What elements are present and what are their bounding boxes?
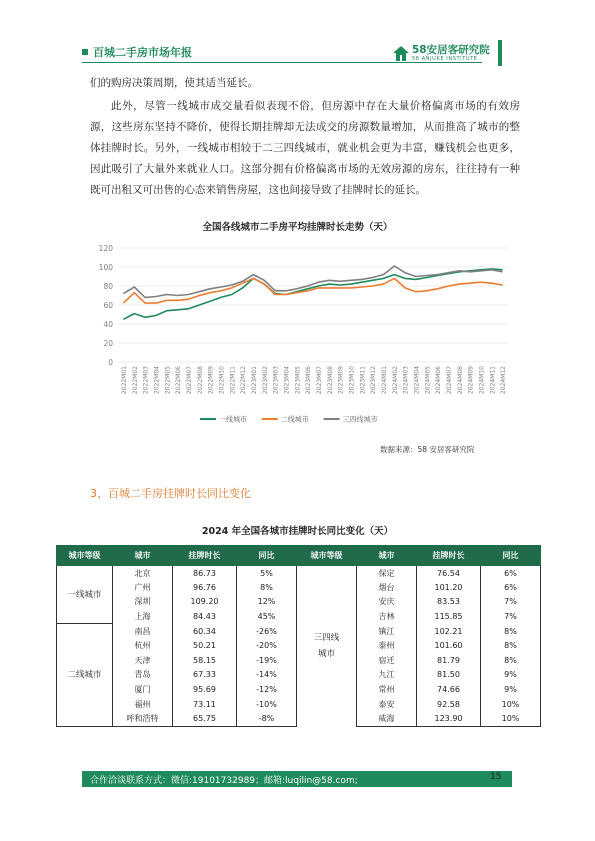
- city-cell: 吉林: [357, 609, 417, 624]
- table-header-cell: 挂牌时长: [173, 546, 237, 566]
- city-cell: 呼和浩特: [113, 711, 173, 726]
- duration-cell: 101.20: [417, 580, 481, 595]
- table-header-row: [57, 546, 541, 566]
- yoy-cell: 6%: [481, 566, 541, 581]
- duration-cell: 60.34: [173, 624, 237, 639]
- city-cell: 南昌: [113, 624, 173, 639]
- city-cell: 杭州: [113, 638, 173, 653]
- legend-label: 三四线城市: [342, 415, 378, 424]
- x-tick-label: 2022M03: [142, 366, 150, 395]
- table-header-cell: 城市等级: [57, 546, 113, 566]
- x-tick-label: 2022M06: [175, 366, 183, 395]
- x-tick-label: 2024M02: [391, 366, 399, 395]
- x-tick-label: 2022M01: [120, 366, 128, 395]
- city-cell: 泰安: [357, 697, 417, 712]
- x-tick-label: 2024M12: [500, 366, 508, 395]
- x-tick-label: 2024M05: [424, 366, 432, 395]
- page-number: 15: [490, 772, 502, 782]
- city-cell: 安庆: [357, 595, 417, 610]
- section-title: 3、百城二手房挂牌时长同比变化: [90, 487, 251, 500]
- y-tick-label: 80: [103, 282, 113, 291]
- line-chart: [90, 238, 510, 433]
- table-header-cell: 同比: [481, 546, 541, 566]
- x-tick-label: 2022M09: [207, 366, 215, 395]
- city-cell: 保定: [357, 566, 417, 581]
- yoy-cell: -19%: [237, 653, 297, 668]
- logo: [392, 41, 496, 67]
- logo-mark-icon: [392, 45, 410, 63]
- yoy-cell: 8%: [237, 580, 297, 595]
- yoy-cell: 12%: [237, 595, 297, 610]
- x-tick-label: 2023M07: [315, 366, 323, 395]
- y-tick-label: 0: [108, 358, 113, 367]
- x-tick-label: 2024M10: [478, 366, 486, 395]
- city-cell: 厦门: [113, 682, 173, 697]
- city-cell: 常州: [357, 682, 417, 697]
- yoy-cell: 7%: [481, 609, 541, 624]
- yoy-cell: -10%: [237, 697, 297, 712]
- yoy-cell: 7%: [481, 595, 541, 610]
- x-tick-label: 2023M09: [337, 366, 345, 395]
- x-tick-label: 2024M08: [456, 366, 464, 395]
- yoy-cell: 6%: [481, 580, 541, 595]
- city-cell: 烟台: [357, 580, 417, 595]
- duration-cell: 58.15: [173, 653, 237, 668]
- y-tick-label: 20: [103, 339, 113, 348]
- x-tick-label: 2024M09: [467, 366, 475, 395]
- duration-cell: 96.76: [173, 580, 237, 595]
- duration-cell: 115.85: [417, 609, 481, 624]
- page-header: [0, 0, 595, 70]
- footer-contact: 合作洽谈联系方式：微信:19101732989；邮箱:luqilin@58.com;: [90, 776, 358, 786]
- x-tick-label: 2023M12: [370, 366, 378, 395]
- duration-cell: 84.43: [173, 609, 237, 624]
- yoy-cell: 5%: [237, 566, 297, 581]
- city-cell: 天津: [113, 653, 173, 668]
- y-tick-label: 40: [103, 320, 113, 329]
- header-square-icon: [82, 49, 88, 55]
- duration-cell: 74.66: [417, 682, 481, 697]
- city-tier-cell: 一线城市: [57, 566, 113, 624]
- city-tier-cell: 二线城市: [57, 624, 113, 726]
- legend-label: 二线城市: [280, 415, 309, 424]
- logo-text: 58安居客研究院: [412, 44, 490, 56]
- yoy-cell: -12%: [237, 682, 297, 697]
- x-tick-label: 2023M02: [261, 366, 269, 395]
- yoy-cell: 10%: [481, 697, 541, 712]
- duration-cell: 92.58: [417, 697, 481, 712]
- city-cell: 青岛: [113, 668, 173, 683]
- duration-cell: 102.21: [417, 624, 481, 639]
- x-tick-label: 2023M08: [326, 366, 334, 395]
- x-tick-label: 2024M03: [402, 366, 410, 395]
- series-line: [123, 269, 502, 319]
- series-line: [123, 278, 502, 303]
- x-tick-label: 2022M11: [229, 366, 237, 395]
- city-cell: 广州: [113, 580, 173, 595]
- x-tick-label: 2023M04: [283, 366, 291, 395]
- duration-cell: 109.20: [173, 595, 237, 610]
- table-header-cell: 城市: [113, 546, 173, 566]
- city-cell: 深圳: [113, 595, 173, 610]
- duration-cell: 95.69: [173, 682, 237, 697]
- duration-cell: 86.73: [173, 566, 237, 581]
- city-tier-cell: 三四线城市: [297, 566, 357, 727]
- x-tick-label: 2022M02: [131, 366, 139, 395]
- x-tick-label: 2022M05: [164, 366, 172, 395]
- yoy-cell: -14%: [237, 668, 297, 683]
- y-tick-label: 60: [103, 301, 113, 310]
- paragraph-1: 们的购房决策周期，使其适当延长。: [90, 77, 258, 89]
- x-tick-label: 2024M01: [380, 366, 388, 395]
- duration-cell: 81.79: [417, 653, 481, 668]
- table-header-cell: 城市等级: [297, 546, 357, 566]
- duration-cell: 76.54: [417, 566, 481, 581]
- yoy-cell: 45%: [237, 609, 297, 624]
- yoy-cell: 10%: [481, 711, 541, 726]
- x-tick-label: 2023M11: [359, 366, 367, 395]
- city-cell: 福州: [113, 697, 173, 712]
- city-cell: 威海: [357, 711, 417, 726]
- x-tick-label: 2024M07: [445, 366, 453, 395]
- listing-duration-table: [56, 545, 541, 727]
- x-tick-label: 2024M06: [435, 366, 443, 395]
- city-cell: 上海: [113, 609, 173, 624]
- paragraph-2: 此外，尽管一线城市成交量看似表现不俗，但房源中存在大量价格偏离市场的有效房源，这些房东坚持不降价，使得长期挂牌却无法成交的房源数量增加，从而推高了城市的整体挂牌时长。另外，一线城市相较于二三四线城市，就业机会更为丰富，赚钱机会也更多，因此吸引了大量外来就业人口。这部分拥有价格偏离市场的无效房源的房东，往往持有一种既可出租又可出售的心态来销售房屋，这也间接导致了挂牌时长的延长。: [90, 100, 520, 196]
- duration-cell: 101.60: [417, 638, 481, 653]
- yoy-cell: 8%: [481, 624, 541, 639]
- yoy-cell: 8%: [481, 638, 541, 653]
- duration-cell: 65.75: [173, 711, 237, 726]
- yoy-cell: -8%: [237, 711, 297, 726]
- header-accent-bar: [498, 40, 502, 66]
- y-tick-label: 120: [98, 244, 113, 253]
- data-source: 数据来源：58 安居客研究院: [380, 445, 475, 454]
- legend-label: 一线城市: [219, 415, 247, 424]
- table-header-cell: 同比: [237, 546, 297, 566]
- yoy-cell: -20%: [237, 638, 297, 653]
- x-tick-label: 2022M10: [218, 366, 226, 395]
- logo-subtext: 58 ANJUKE INSTITUTE: [412, 56, 478, 62]
- duration-cell: 73.11: [173, 697, 237, 712]
- y-tick-label: 100: [98, 263, 113, 272]
- x-tick-label: 2023M01: [250, 366, 258, 395]
- city-cell: 宿迁: [357, 653, 417, 668]
- duration-cell: 50.21: [173, 638, 237, 653]
- chart-title: 全国各线城市二手房平均挂牌时长走势（天）: [202, 222, 393, 233]
- x-tick-label: 2024M04: [413, 366, 421, 395]
- city-cell: 九江: [357, 668, 417, 683]
- duration-cell: 123.90: [417, 711, 481, 726]
- duration-cell: 83.53: [417, 595, 481, 610]
- yoy-cell: -26%: [237, 624, 297, 639]
- x-tick-label: 2023M10: [348, 366, 356, 395]
- x-tick-label: 2022M12: [240, 366, 248, 395]
- x-tick-label: 2022M08: [196, 366, 204, 395]
- city-cell: 泰州: [357, 638, 417, 653]
- table-header-cell: 挂牌时长: [417, 546, 481, 566]
- duration-cell: 67.33: [173, 668, 237, 683]
- x-tick-label: 2022M07: [185, 366, 193, 395]
- x-tick-label: 2023M05: [294, 366, 302, 395]
- duration-cell: 81.50: [417, 668, 481, 683]
- table-header-cell: 城市: [357, 546, 417, 566]
- series-line: [123, 266, 502, 297]
- table-row: [57, 566, 541, 581]
- x-tick-label: 2023M03: [272, 366, 280, 395]
- city-cell: 北京: [113, 566, 173, 581]
- yoy-cell: 9%: [481, 682, 541, 697]
- yoy-cell: 9%: [481, 668, 541, 683]
- yoy-cell: 8%: [481, 653, 541, 668]
- x-tick-label: 2024M11: [489, 366, 497, 395]
- header-title: 百城二手房市场年报: [82, 44, 192, 60]
- footer-bar: [82, 771, 512, 787]
- x-tick-label: 2023M06: [305, 366, 313, 395]
- x-tick-label: 2022M04: [153, 366, 161, 395]
- table-title: 2024 年全国各城市挂牌时长同比变化（天）: [201, 526, 394, 537]
- city-cell: 镇江: [357, 624, 417, 639]
